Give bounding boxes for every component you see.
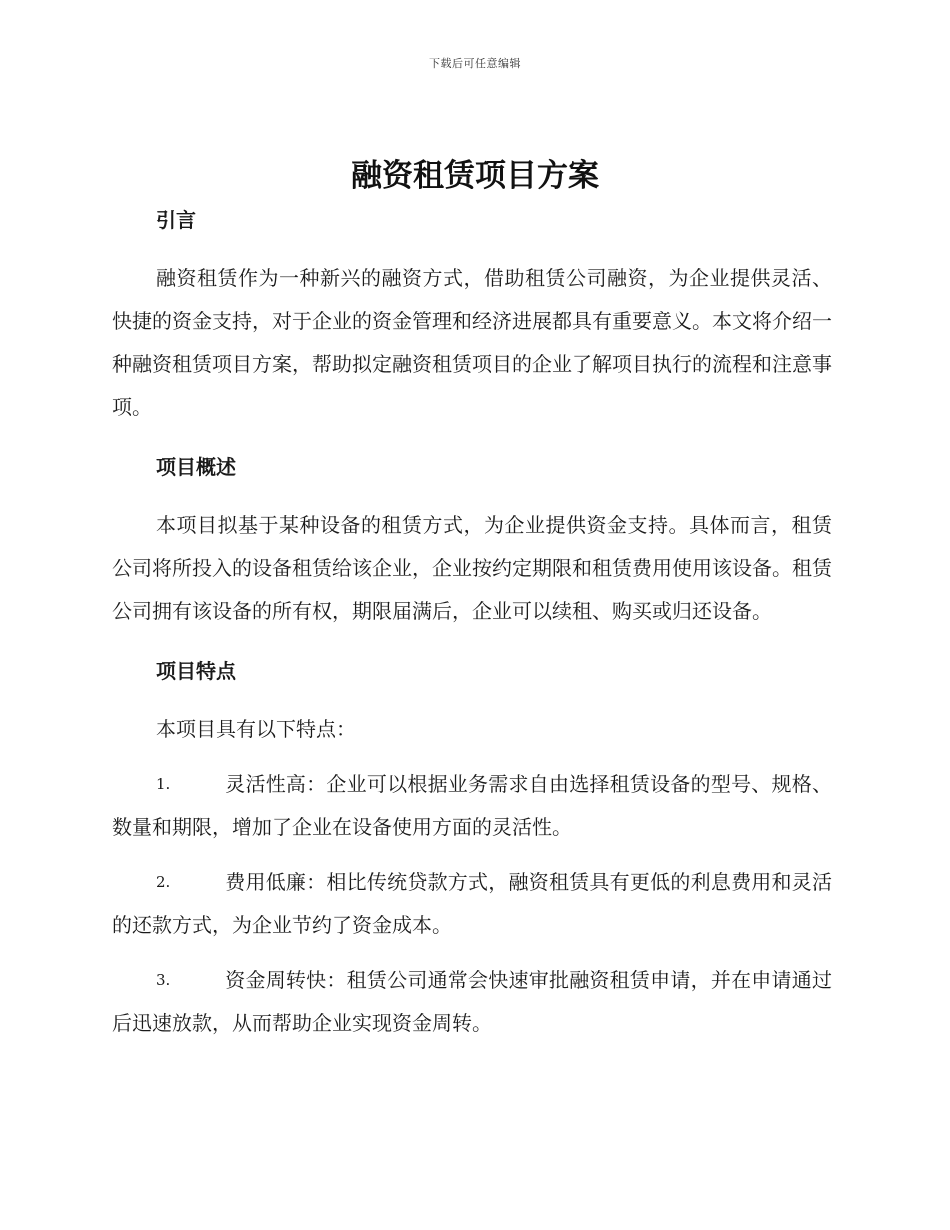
list-number: 1. bbox=[156, 775, 171, 793]
section-introduction bbox=[112, 205, 832, 429]
section-heading: 项目概述 bbox=[156, 455, 236, 479]
list-number: 2. bbox=[156, 873, 171, 891]
section-features bbox=[112, 656, 832, 1045]
list-number: 3. bbox=[156, 971, 171, 989]
section-heading: 项目特点 bbox=[156, 659, 236, 683]
paragraph: 本项目拟基于某种设备的租赁方式，为企业提供资金支持。具体而言，租赁公司将所投入的设备租赁给该企业，企业按约定期限和租赁费用使用该设备。租赁公司拥有该设备的所有权，期限届满后，企业可以续租、购买或归还设备。 bbox=[112, 513, 832, 623]
list-item-text: 灵活性高：企业可以根据业务需求自由选择租赁设备的型号、规格、数量和期限，增加了企业在设备使用方面的灵活性。 bbox=[112, 772, 832, 839]
list-item bbox=[112, 861, 832, 947]
paragraph: 融资租赁作为一种新兴的融资方式，借助租赁公司融资，为企业提供灵活、快捷的资金支持，对于企业的资金管理和经济进展都具有重要意义。本文将介绍一种融资租赁项目方案，帮助拟定融资租赁项目的企业了解项目执行的流程和注意事项。 bbox=[112, 266, 832, 419]
document-title: 融资租赁项目方案 bbox=[351, 158, 599, 194]
section-overview bbox=[112, 452, 832, 633]
list-item-text: 费用低廉：相比传统贷款方式，融资租赁具有更低的利息费用和灵活的还款方式，为企业节约了资金成本。 bbox=[112, 870, 832, 937]
list-item bbox=[112, 763, 832, 849]
list-item bbox=[112, 959, 832, 1045]
section-heading: 引言 bbox=[156, 208, 196, 232]
header-note: 下载后可任意编辑 bbox=[429, 57, 521, 70]
list-item-text: 资金周转快：租赁公司通常会快速审批融资租赁申请，并在申请通过后迅速放款，从而帮助企业实现资金周转。 bbox=[112, 968, 832, 1035]
paragraph: 本项目具有以下特点： bbox=[156, 717, 356, 741]
document-body bbox=[112, 205, 832, 1045]
